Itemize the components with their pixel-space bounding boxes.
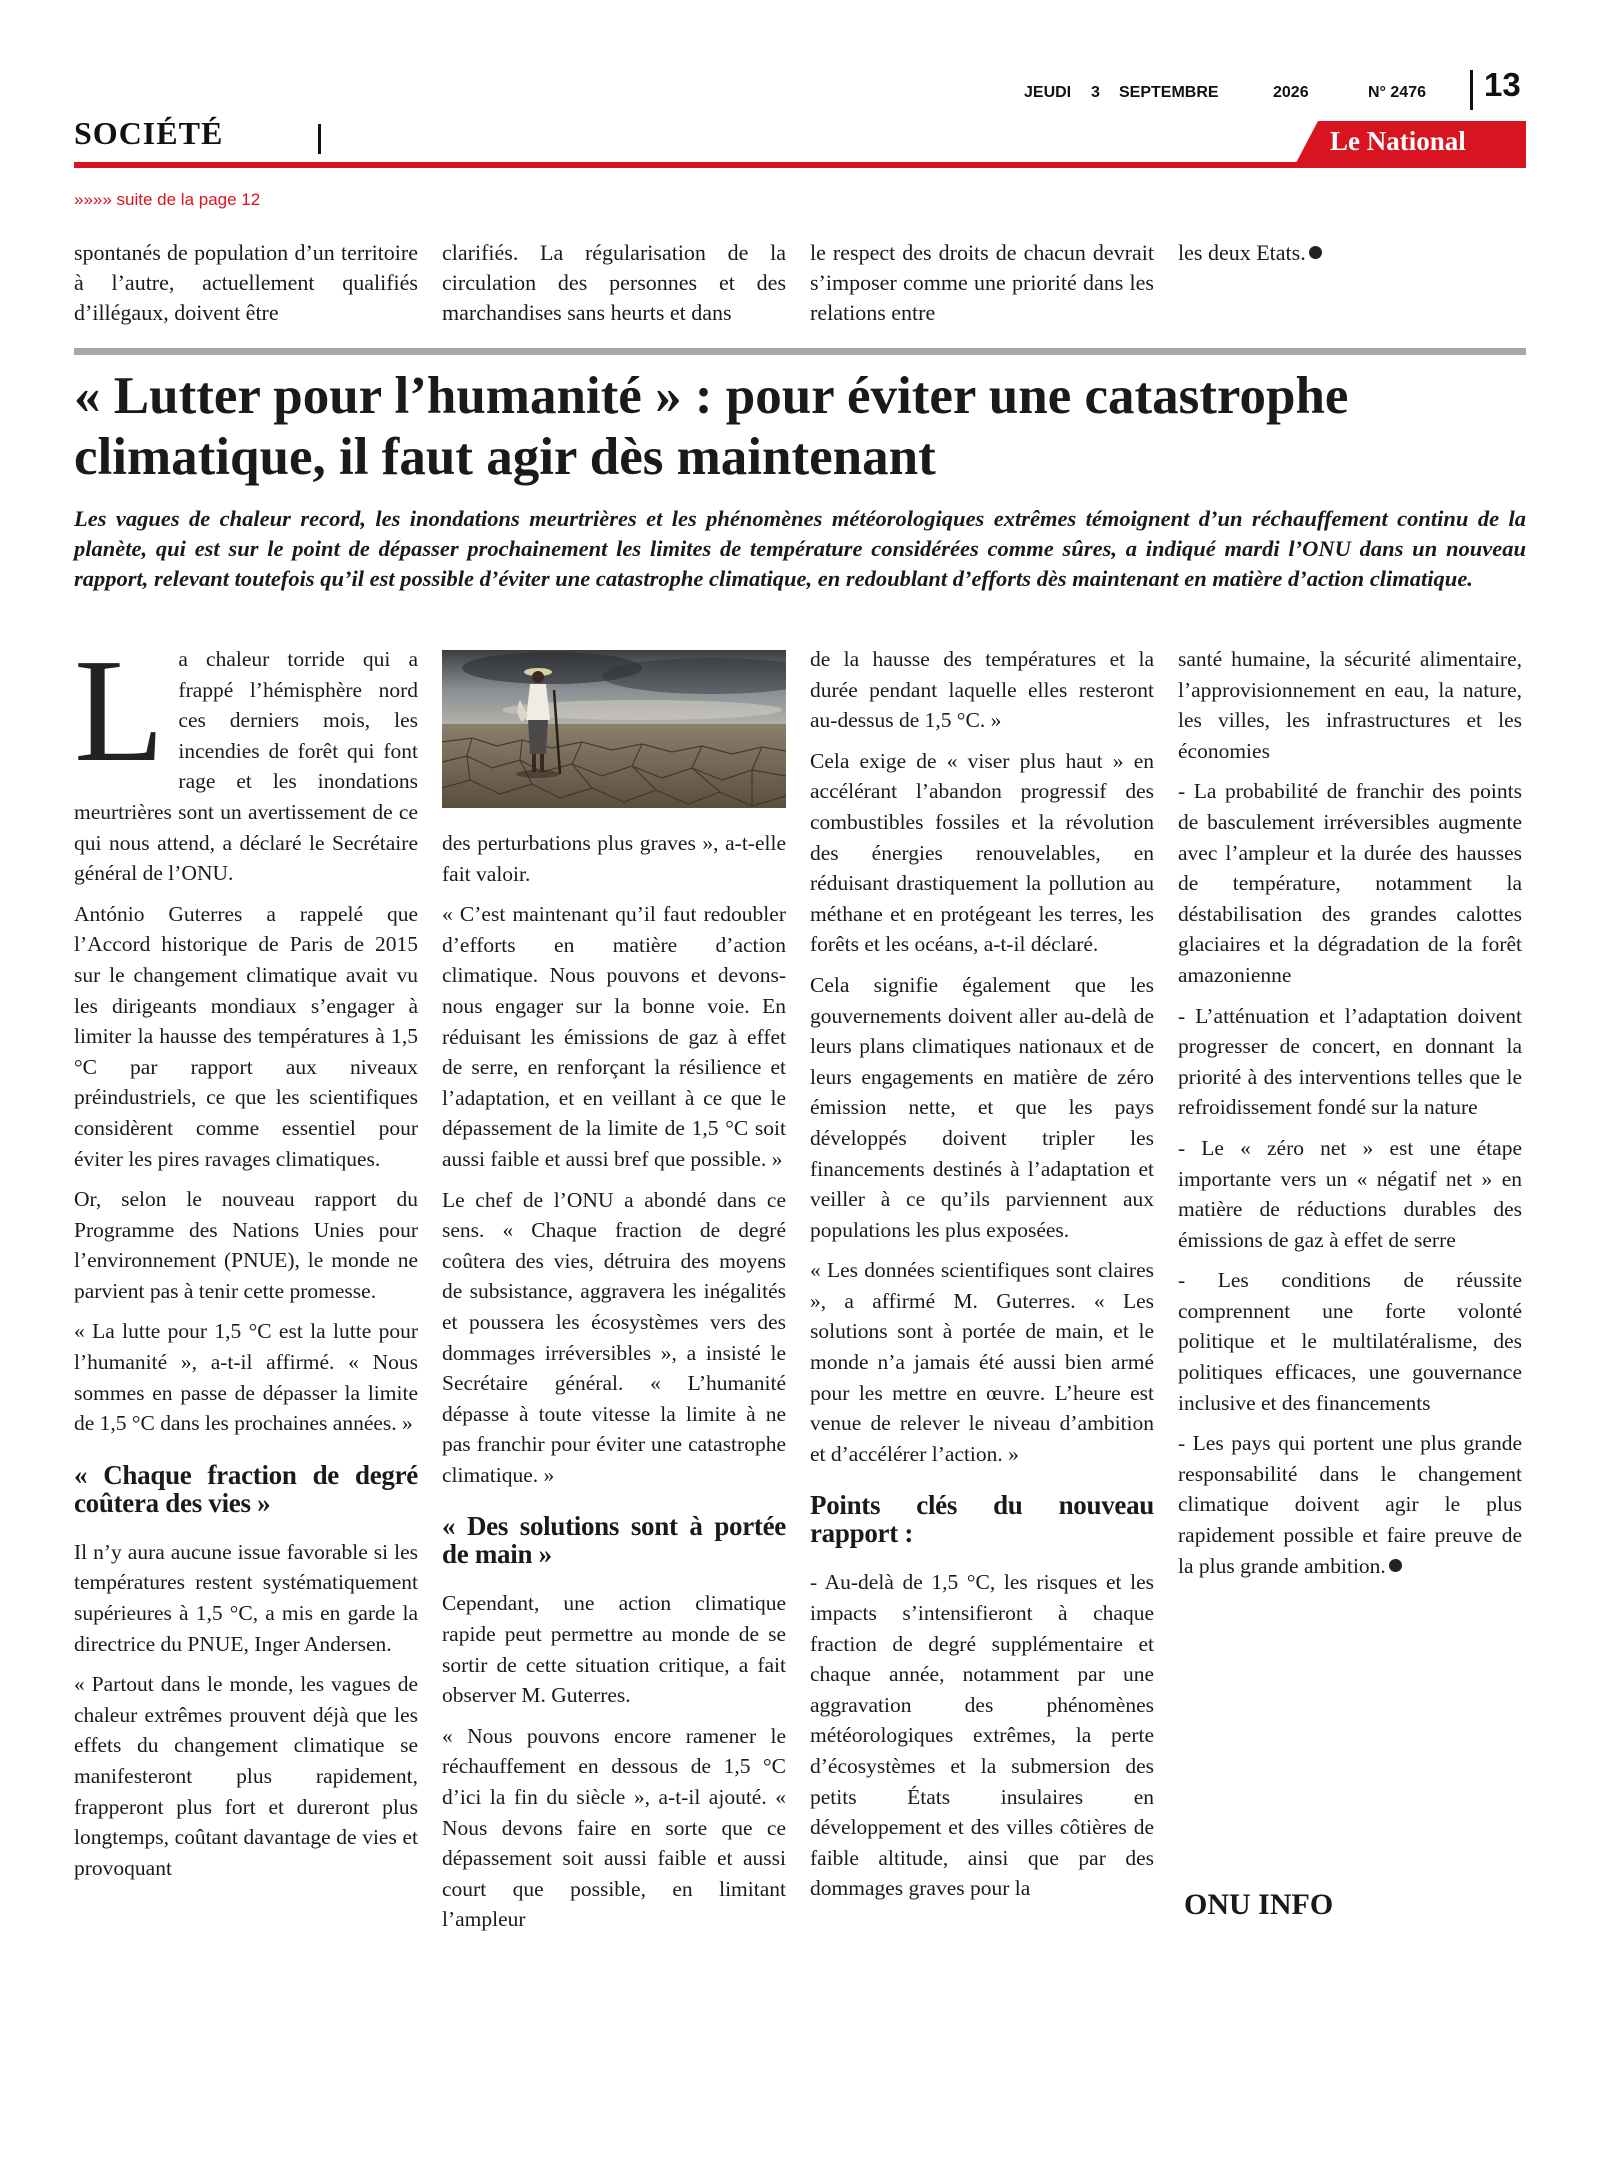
date-day: JEUDI: [1024, 84, 1072, 101]
article-deck: Les vagues de chaleur record, les inondations meurtrières et les phénomènes météorologiques extrêmes témoignent d’un réchauffement continu de la planète, qui est sur le point de dépasser prochainement les limites de température considérées comme sûres, a indiqué mardi l’ONU dans un nouveau rapport, relevant toutefois qu’il est possible d’éviter une catastrophe climatique, en redoublant d’efforts dès maintenant en matière d’action climatique.: [74, 506, 1526, 591]
date-year: 2026: [1273, 84, 1309, 101]
article-source: ONU INFO: [1184, 1888, 1334, 1921]
paragraph: - Les pays qui portent une plus grande responsabilité dans le changement climatique doivent agir le plus rapidement possible et faire preuve de la plus grande ambition.: [1178, 1431, 1522, 1578]
brand-name: Le National: [1330, 126, 1466, 156]
paragraph: des perturbations plus graves », a-t-elle fait valoir.: [442, 831, 786, 886]
continuation-text: clarifiés. La régularisation de la circulation des personnes et des marchandises sans heurts et dans: [442, 240, 786, 325]
continuation-column-4: [1178, 238, 1522, 268]
paragraph: António Guterres a rappelé que l’Accord historique de Paris de 2015 sur le changement climatique avait vu les dirigeants mondiaux s’engager à limiter la hausse des températures à 1,5 °C par rapport aux niveaux préindustriels, ce que les scientifiques considèrent comme essentiel pour éviter les pires ravages climatiques.: [74, 901, 418, 1171]
continuation-column-3: [810, 238, 1154, 328]
paragraph: - La probabilité de franchir des points de basculement irréversibles augmente avec l’ampleur et la durée des hausses de température, notamment la déstabilisation des grandes calottes glaciaires et la dégradation de la forêt amazonienne: [1178, 779, 1522, 987]
paragraph: Cependant, une action climatique rapide peut permettre au monde de se sortir de cette situation critique, a fait observer M. Guterres.: [442, 1591, 786, 1708]
continuation-column-1: [74, 238, 418, 328]
article-column-3: [810, 644, 1154, 1914]
paragraph: - Au-delà de 1,5 °C, les risques et les impacts s’intensifieront à chaque fraction de degré supplémentaire et chaque année, notamment par une aggravation des phénomènes météorologiques extrêmes, la perte d’écosystèmes et la submersion des petits États insulaires en développement et des villes côtières de faible altitude, ainsi que par des dommages graves pour la: [810, 1570, 1154, 1901]
page-number: 13: [1484, 66, 1521, 103]
section-divider: [318, 124, 321, 154]
paragraph: Or, selon le nouveau rapport du Programme des Nations Unies pour l’environnement (PNUE), le monde ne parvient pas à tenir cette promesse.: [74, 1187, 418, 1303]
drop-cap: L: [74, 629, 165, 793]
continuation-text: spontanés de population d’un territoire à l’autre, actuellement qualifiés d’illégaux, doivent être: [74, 240, 418, 325]
subheading: « Chaque fraction de degré coûtera des vies »: [74, 1459, 418, 1518]
paragraph: Cela signifie également que les gouvernements doivent aller au-delà de leurs plans climatiques nationaux et de leurs engagements en matière de zéro émission nette, et que les pays développés doivent tripler les financements destinés à l’adaptation et veiller à ce qu’ils parviennent aux populations les plus exposées.: [810, 972, 1154, 1242]
paragraph: - Le « zéro net » est une étape importante vers un « négatif net » en matière de réductions durables des émissions de gaz à effet de serre: [1178, 1135, 1522, 1252]
article-headline: « Lutter pour l’humanité » : pour éviter une catastrophe climatique, il faut agir dès maintenant: [74, 367, 1349, 486]
issue-number: N° 2476: [1368, 84, 1426, 101]
subheading: Points clés du nouveau rapport :: [810, 1490, 1154, 1549]
article-separator: [74, 348, 1526, 355]
paragraph: Le chef de l’ONU a abondé dans ce sens. « Chaque fraction de degré coûtera des vies, détruira des moyens de subsistance, aggravera les inégalités et poussera les écosystèmes vers des dommages irréversibles », a insisté le Secrétaire général. « L’humanité dépasse à toute vitesse la limite à ne pas franchir pour éviter une catastrophe climatique. »: [442, 1187, 786, 1487]
continuation-text: le respect des droits de chacun devrait s’imposer comme une priorité dans les relations entre: [810, 240, 1154, 325]
date-month: SEPTEMBRE: [1119, 84, 1219, 101]
article-column-2: [442, 828, 786, 1945]
paragraph: « La lutte pour 1,5 °C est la lutte pour l’humanité », a-t-il affirmé. « Nous sommes en passe de dépasser la limite de 1,5 °C dans les prochaines années. »: [74, 1319, 418, 1436]
paragraph: de la hausse des températures et la durée pendant laquelle elles resteront au-dessus de 1,5 °C. »: [810, 647, 1154, 733]
continuation-column-2: [442, 238, 786, 328]
paragraph: - Les conditions de réussite comprennent une forte volonté politique et le multilatéralisme, des politiques efficaces, une gouvernance inclusive et des financements: [1178, 1268, 1522, 1415]
paragraph: Il n’y aura aucune issue favorable si les températures restent systématiquement supérieures à 1,5 °C, a mis en garde la directrice du PNUE, Inger Andersen.: [74, 1539, 418, 1656]
header-rule: [74, 162, 1526, 168]
subheading: « Des solutions sont à portée de main »: [442, 1511, 786, 1570]
paragraph: santé humaine, la sécurité alimentaire, l’approvisionnement en eau, la nature, les villes, les infrastructures et les économies: [1178, 647, 1522, 763]
page-number-divider: [1470, 70, 1473, 110]
article-column-4: [1178, 644, 1522, 1591]
section-title: SOCIÉTÉ: [74, 115, 224, 151]
article-column-1: [74, 629, 418, 1893]
paragraph: « C’est maintenant qu’il faut redoubler d’efforts en matière d’action climatique. Nous pouvons et devons-nous engager sur la bonne voie. En réduisant les émissions de gaz à effet de serre, en renforçant la résilience et l’adaptation, et en veillant à ce que le dépassement de la limite de 1,5 °C soit aussi faible et aussi bref que possible. »: [442, 902, 786, 1171]
continuation-text: les deux Etats.: [1178, 240, 1306, 265]
paragraph: Cela exige de « viser plus haut » en accélérant l’abandon progressif des combustibles fossiles et la révolution des énergies renouvelables, en réduisant drastiquement la pollution au méthane et en protégeant les terres, les forêts et les océans, a-t-il déclaré.: [810, 748, 1154, 957]
paragraph: a chaleur torride qui a frappé l’hémisphère nord ces derniers mois, les incendies de forêt qui font rage et les inondations meurtrières sont un avertissement de ce qui nous attend, a déclaré le Secrétaire général de l’ONU.: [74, 647, 418, 886]
article-photo: [442, 650, 786, 808]
paragraph: « Nous pouvons encore ramener le réchauffement en dessous de 1,5 °C d’ici la fin du siècle », a-t-il ajouté. « Nous devons faire en sorte que ce dépassement soit aussi faible et aussi court que possible, en limitant l’ampleur: [442, 1723, 786, 1932]
paragraph: - L’atténuation et l’adaptation doivent progresser de concert, en donnant la priorité à des interventions telles que le refroidissement fondé sur la nature: [1178, 1003, 1522, 1120]
end-mark-icon: [1309, 246, 1322, 259]
date-number: 3: [1091, 84, 1100, 101]
paragraph: « Partout dans le monde, les vagues de chaleur extrêmes prouvent déjà que les effets du changement climatique se manifesteront plus rapidement, frapperont plus fort et dureront plus longtemps, coûtant davantage de vies et provoquant: [74, 1672, 418, 1880]
end-mark-icon: [1389, 1559, 1402, 1572]
continued-from-link[interactable]: »»»» suite de la page 12: [74, 190, 261, 209]
paragraph: « Les données scientifiques sont claires », a affirmé M. Guterres. « Les solutions sont à portée de main, et le monde n’a jamais été aussi bien armé pour les mettre en œuvre. L’heure est venue de relever le niveau d’ambition et d’accélérer l’action. »: [810, 1258, 1154, 1466]
